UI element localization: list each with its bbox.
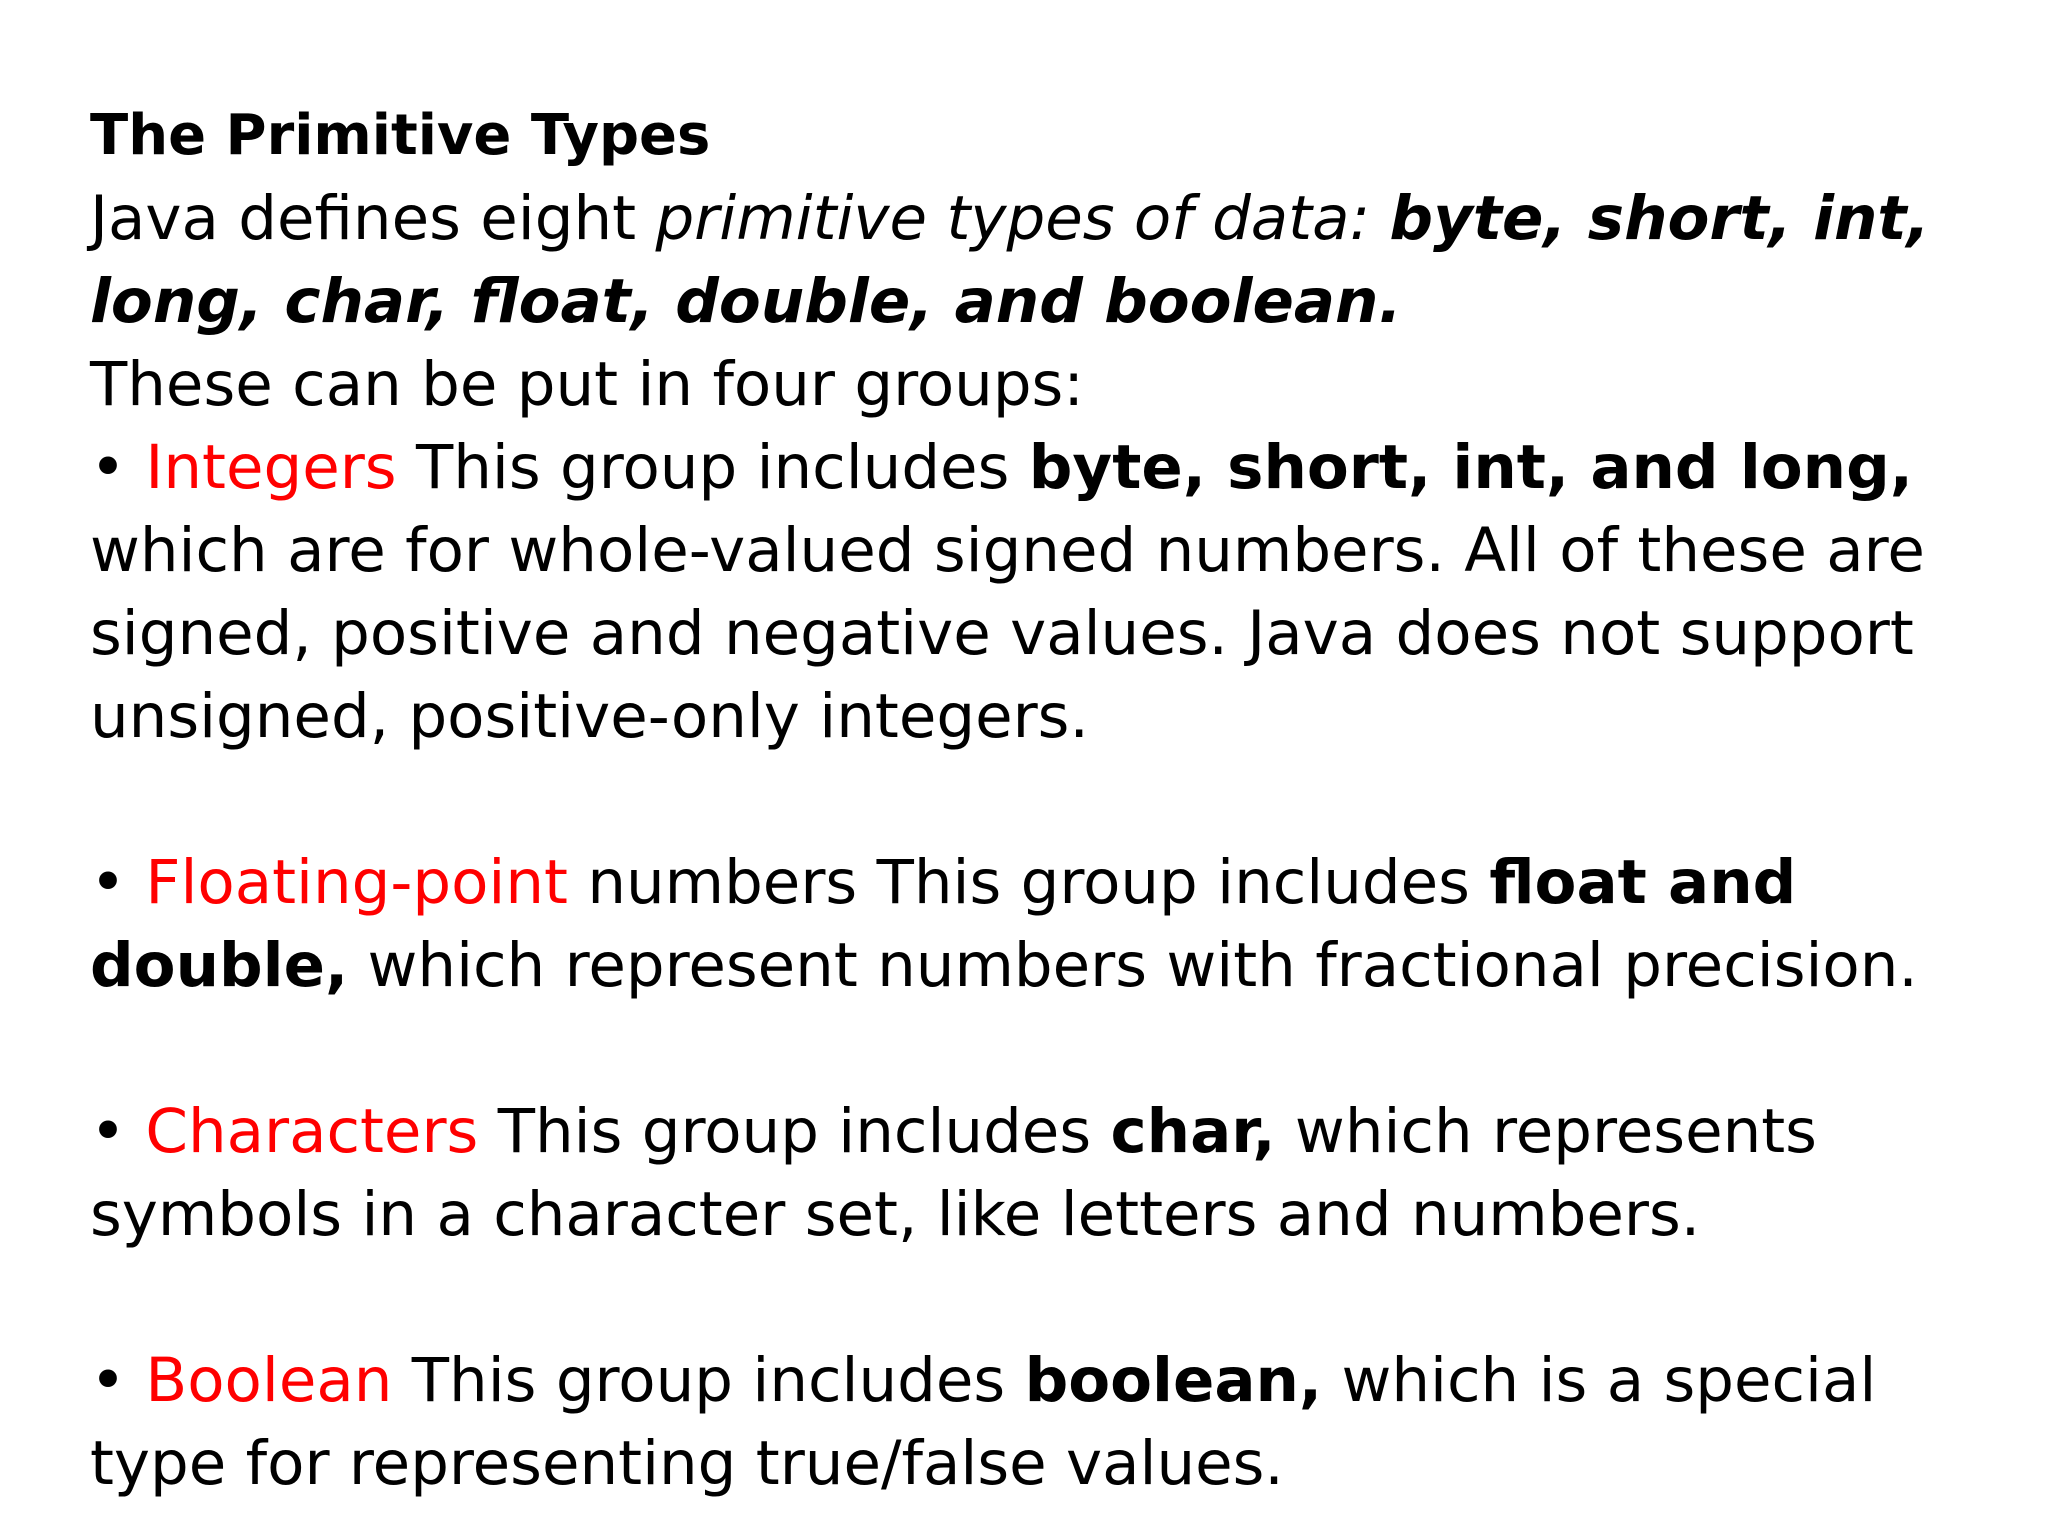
intro-types-list: byte, short, int, long, char, float, double, and boolean. — [90, 183, 1930, 337]
group-types-integers: byte, short, int, and long, — [1028, 432, 1913, 503]
group-description: which are for whole-valued signed numbers. All of these are signed, positive and negative values. Java does not support unsigned, positive-only integers. — [90, 515, 1925, 752]
group-description: which represents symbols in a character set, like letters and numbers. — [90, 1096, 1817, 1250]
spacer — [90, 1256, 1968, 1339]
group-text: This group includes — [392, 1345, 1025, 1416]
group-text: This group includes — [478, 1096, 1111, 1167]
bullet-integers — [90, 426, 1968, 758]
group-name-floating-point: Floating-point — [145, 847, 568, 918]
bullet-icon: • — [90, 1345, 126, 1416]
group-types-characters: char, — [1110, 1096, 1276, 1167]
bullet-icon: • — [90, 847, 126, 918]
intro-text: Java defines eight — [90, 183, 656, 254]
spacer — [90, 758, 1968, 841]
bullet-characters — [90, 1090, 1968, 1256]
group-text: numbers This group includes — [567, 847, 1490, 918]
intro-italic-text: primitive types of data: — [655, 183, 1390, 254]
group-name-boolean: Boolean — [145, 1345, 393, 1416]
bullet-icon: • — [90, 1096, 126, 1167]
group-types-boolean: boolean, — [1024, 1345, 1323, 1416]
group-text: This group includes — [396, 432, 1029, 503]
bullet-floating-point — [90, 841, 1968, 1007]
group-description: which represent numbers with fractional precision. — [348, 930, 1918, 1001]
group-name-characters: Characters — [145, 1096, 479, 1167]
bullet-boolean — [90, 1339, 1968, 1505]
groups-intro: These can be put in four groups: — [90, 349, 1084, 420]
bullet-icon: • — [90, 432, 126, 503]
group-types-floating-point: float and double, — [90, 847, 1797, 1001]
group-name-integers: Integers — [145, 432, 397, 503]
intro-paragraph — [90, 177, 1968, 343]
slide-title: The Primitive Types — [90, 103, 711, 168]
group-description: which is a special type for representing true/false values. — [90, 1345, 1877, 1499]
spacer — [90, 1007, 1968, 1090]
